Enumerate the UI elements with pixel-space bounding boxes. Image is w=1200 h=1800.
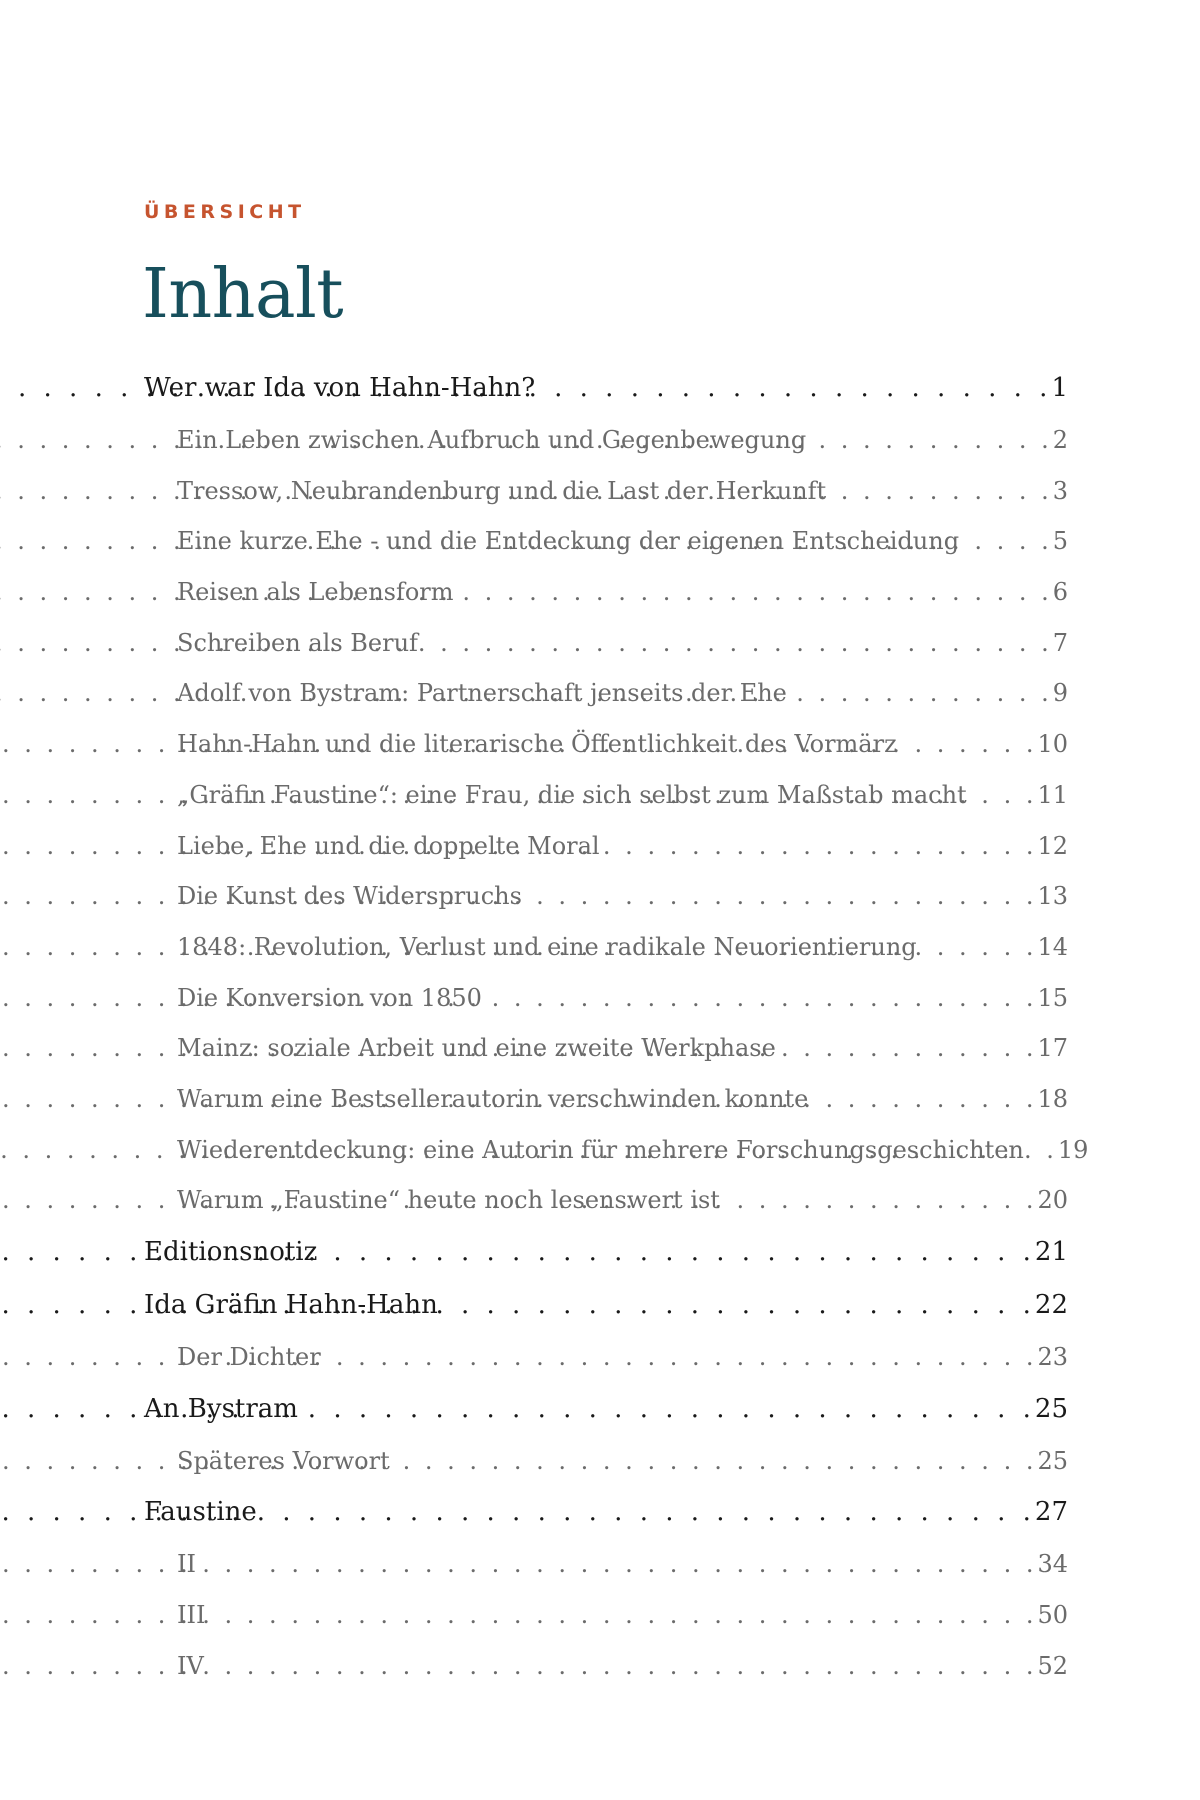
toc-entry-title: Tressow, Neubrandenburg und die Last der Herkunft (177, 476, 827, 505)
toc-section-entry[interactable] (144, 1343, 1068, 1394)
toc-dot-leader (730, 1186, 1034, 1214)
toc-entry-title: Faustine (144, 1497, 257, 1528)
toc-entry-title: Editionsnotiz (144, 1237, 318, 1267)
toc-entry-title: Die Konversion von 1850 (177, 983, 482, 1012)
toc-chapter-entry[interactable] (144, 373, 1068, 426)
toc-section-entry[interactable] (144, 679, 1068, 730)
toc-dot-leader (545, 373, 1047, 403)
toc-page-number: 13 (1037, 882, 1068, 911)
toc-page-number: 7 (1052, 628, 1068, 657)
toc-section-entry[interactable] (144, 781, 1068, 832)
toc-entry-title: 1848: Revolution, Verlust und eine radikale Neuorientierung (177, 932, 917, 961)
toc-dot-leader (532, 882, 1034, 910)
page-title: Inhalt (142, 255, 344, 334)
toc-dot-leader (448, 1290, 1031, 1320)
toc-page-number: 10 (1037, 730, 1068, 759)
toc-dot-leader (969, 527, 1049, 555)
toc-entry-title: Der Dichter (177, 1343, 321, 1371)
toc-page-number: 1 (1051, 373, 1068, 403)
toc-dot-leader (267, 1497, 1031, 1527)
toc-dot-leader (215, 1601, 1033, 1629)
toc-page-number: 18 (1037, 1084, 1068, 1113)
toc-page-number: 22 (1034, 1290, 1068, 1320)
toc-section-entry[interactable] (144, 832, 1068, 883)
toc-page-number: 23 (1037, 1343, 1068, 1371)
toc-entry-title: Späteres Vorwort (177, 1446, 390, 1475)
toc-dot-leader (327, 1237, 1031, 1267)
toc-entry-title: Hahn-Hahn und die literarische Öffentlichkeit des Vormärz (177, 730, 897, 759)
toc-dot-leader (1034, 1136, 1054, 1164)
toc-dot-leader (214, 1652, 1034, 1680)
toc-page-number: 17 (1037, 1034, 1068, 1063)
toc-dot-leader (927, 933, 1034, 961)
toc-dot-leader (308, 1394, 1031, 1424)
toc-section-entry[interactable] (144, 1447, 1068, 1498)
toc-section-entry[interactable] (144, 1135, 1089, 1187)
toc-section-entry[interactable] (144, 1186, 1068, 1237)
toc-page-number: 11 (1037, 780, 1068, 809)
toc-dot-leader (492, 984, 1034, 1012)
toc-section-entry[interactable] (144, 984, 1068, 1035)
toc-dot-leader (400, 1447, 1034, 1475)
toc-dot-leader (907, 730, 1034, 758)
toc-page-number: 3 (1052, 476, 1068, 505)
toc-dot-leader (206, 1550, 1033, 1578)
toc-entry-title: Schreiben als Beruf (177, 628, 418, 657)
toc-entry-title: Wiederentdeckung: eine Autorin für mehrere Forschungsgeschichten (177, 1135, 1024, 1164)
toc-chapter-entry[interactable] (144, 1497, 1068, 1550)
toc-page-number: 19 (1057, 1135, 1089, 1164)
toc-section-entry[interactable] (144, 1034, 1068, 1085)
toc-dot-leader (786, 1034, 1034, 1062)
toc-page-number: 21 (1034, 1237, 1068, 1267)
toc-page-number: 2 (1052, 426, 1068, 454)
toc-entry-title: Reisen als Lebensform (177, 578, 454, 607)
toc-section-entry[interactable] (144, 730, 1068, 781)
toc-page-number: 15 (1037, 983, 1068, 1012)
toc-entry-title: An Bystram (144, 1393, 298, 1424)
toc-entry-title: IV (177, 1651, 204, 1680)
toc-entry-title: II (177, 1550, 196, 1579)
toc-page-number: 34 (1037, 1550, 1068, 1579)
toc-section-entry[interactable] (144, 477, 1068, 528)
toc-entry-title: Wer war Ida von Hahn-Hahn? (144, 373, 536, 403)
toc-entry-title: Liebe, Ehe und die doppelte Moral (177, 831, 600, 860)
toc-dot-leader (977, 781, 1034, 809)
toc-page-number: 50 (1037, 1601, 1068, 1630)
toc-entry-title: Warum eine Bestsellerautorin verschwinden konnte (177, 1084, 809, 1113)
toc-entry-title: Adolf von Bystram: Partnerschaft jenseits der Ehe (177, 679, 787, 708)
toc-entry-title: Ein Leben zwischen Aufbruch und Gegenbewegung (177, 426, 807, 454)
toc-dot-leader (836, 477, 1049, 505)
toc-section-entry[interactable] (144, 1085, 1068, 1136)
toc-entry-title: Eine kurze Ehe - und die Entdeckung der eigenen Entscheidung (177, 527, 960, 556)
toc-section-entry[interactable] (144, 426, 1068, 477)
toc-dot-leader (816, 426, 1049, 454)
toc-page-number: 5 (1052, 527, 1068, 556)
toc-page-number: 9 (1052, 679, 1068, 708)
toc-entry-title: Ida Gräfin Hahn-Hahn (144, 1290, 438, 1320)
toc-entry-title: „Gräfin Faustine“: eine Frau, die sich selbst zum Maßstab macht (177, 780, 967, 809)
section-kicker: ÜBERSICHT (144, 201, 306, 223)
toc-chapter-entry[interactable] (144, 1237, 1068, 1290)
toc-entry-title: Die Kunst des Widerspruchs (177, 882, 522, 911)
toc-page-number: 12 (1037, 831, 1068, 860)
toc-section-entry[interactable] (144, 933, 1068, 984)
toc-page-number: 27 (1034, 1497, 1068, 1528)
toc-entry-title: Mainz: soziale Arbeit und eine zweite Werkphase (177, 1034, 776, 1063)
toc-dot-leader (331, 1343, 1034, 1371)
toc-section-entry[interactable] (144, 882, 1068, 933)
toc-section-entry[interactable] (144, 578, 1068, 629)
toc-page-number: 52 (1037, 1651, 1068, 1680)
toc-page-number: 25 (1034, 1393, 1068, 1424)
toc-page-number: 6 (1052, 578, 1068, 607)
toc-dot-leader (797, 679, 1049, 707)
toc-chapter-entry[interactable] (144, 1394, 1068, 1447)
toc-page-number: 20 (1037, 1186, 1068, 1215)
toc-page-number: 25 (1037, 1446, 1068, 1475)
toc-dot-leader (428, 629, 1049, 657)
toc-section-entry[interactable] (144, 1550, 1068, 1601)
toc-dot-leader (464, 578, 1049, 606)
toc-section-entry[interactable] (144, 1652, 1068, 1703)
toc-entry-title: Warum „Faustine“ heute noch lesenswert ist (177, 1186, 720, 1215)
toc-section-entry[interactable] (144, 527, 1068, 578)
toc-section-entry[interactable] (144, 1601, 1068, 1652)
toc-dot-leader (610, 832, 1034, 860)
toc-dot-leader (818, 1085, 1033, 1113)
toc-page-number: 14 (1037, 932, 1068, 961)
toc-section-entry[interactable] (144, 629, 1068, 680)
toc-entry-title: III (177, 1601, 206, 1630)
table-of-contents (144, 373, 1089, 1702)
toc-chapter-entry[interactable] (144, 1290, 1068, 1343)
